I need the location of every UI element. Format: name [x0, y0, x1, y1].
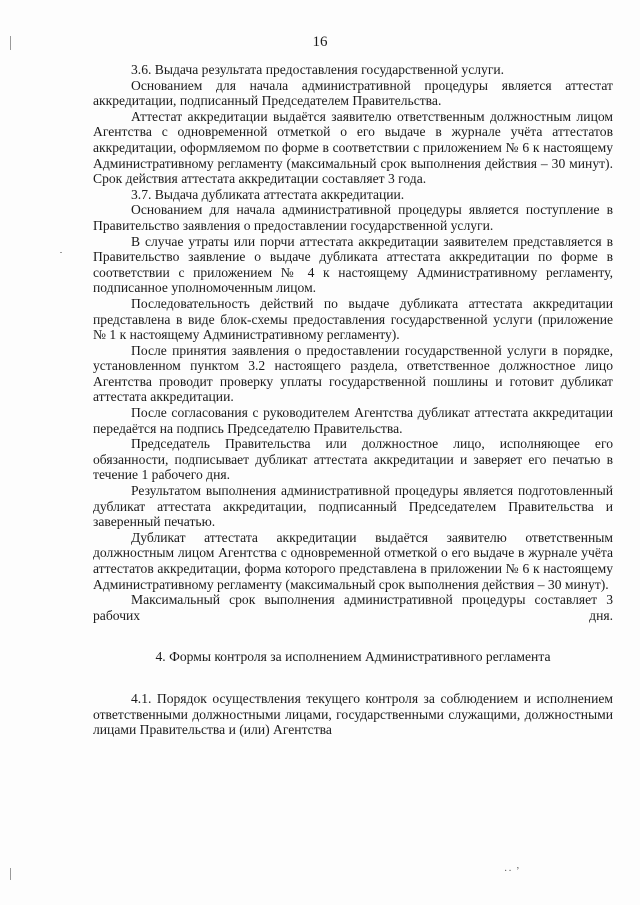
paragraph: Основанием для начала административной процедуры является аттестат аккредитации, подписанный Председателем Правительства.	[93, 77, 613, 109]
scan-artifact	[60, 252, 62, 253]
paragraph: После согласования с руководителем Агентства дубликат аттестата аккредитации передаётся на подпись Председателю Правительства.	[93, 405, 613, 436]
paragraph-3-6-heading: 3.6. Выдача результата предоставления государственной услуги.	[131, 62, 505, 77]
paragraph-4-1: 4.1. Порядок осуществления текущего контроля за соблюдением и исполнением ответственными должностными лицами, государственными служащими, должностными лицами Правительства и (или) Агентства	[93, 690, 613, 738]
paragraph: В случае утраты или порчи аттестата аккредитации заявителем представляется в Правительство заявление о выдаче дубликата аттестата аккредитации по форме в соответствии с приложением № 4 к настоящему Административному регламенту, подписанное уполномоченным лицом.	[93, 233, 613, 296]
paragraph: Дубликат аттестата аккредитации выдаётся заявителю ответственным должностным лицом Агентства с одновременной отметкой о его выдаче в журнале учёта аттестатов аккредитации, форма которого представлена в приложении № 6 к настоящему Административному регламенту (максимальный срок выполнения действия – 30 минут).	[93, 529, 613, 592]
document-body	[93, 62, 613, 738]
paragraph: Результатом выполнения административной процедуры является подготовленный дубликат аттестата аккредитации, подписанный Председателем Правительства и заверенный печатью.	[93, 483, 613, 530]
paragraph: Председатель Правительства или должностное лицо, исполняющее его обязанности, подписывает дубликат аттестата аккредитации и заверяет его печатью в течение 1 рабочего дня.	[93, 436, 613, 483]
section-heading: 4. Формы контроля за исполнением Административного регламента	[155, 649, 551, 665]
paragraph: Основанием для начала административной процедуры является поступление в Правительство заявления о предоставлении государственной услуги.	[93, 202, 613, 233]
paragraph-3-7-heading: 3.7. Выдача дубликата аттестата аккредитации.	[131, 186, 405, 202]
paragraph: После принятия заявления о предоставлении государственной услуги в порядке, установленном пунктом 3.2 настоящего раздела, ответственное должностное лицо Агентства проводит проверку уплаты государственной пошлины и готовит дубликат аттестата аккредитации.	[93, 342, 613, 405]
paragraph: Аттестат аккредитации выдаётся заявителю ответственным должностным лицом Агентства с одновременной отметкой о его выдаче в журнале учёта аттестатов аккредитации, оформляемом по форме в соответствии с приложением № 6 к настоящему Административному регламенту (максимальный срок выполнения действия – 30 минут). Срок действия аттестата аккредитации составляет 3 года.	[93, 108, 613, 187]
paragraph: Максимальный срок выполнения административной процедуры составляет 3 рабочих дня.	[93, 592, 613, 623]
scan-artifact	[10, 36, 11, 50]
scan-artifact	[10, 868, 11, 880]
page-number: 16	[312, 34, 328, 50]
paragraph: Последовательность действий по выдаче дубликата аттестата аккредитации представлена в виде блок-схемы предоставления государственной услуги (приложение № 1 к настоящему Административному регламенту).	[93, 295, 613, 343]
scan-artifact-dots: ·· ’	[504, 866, 521, 877]
